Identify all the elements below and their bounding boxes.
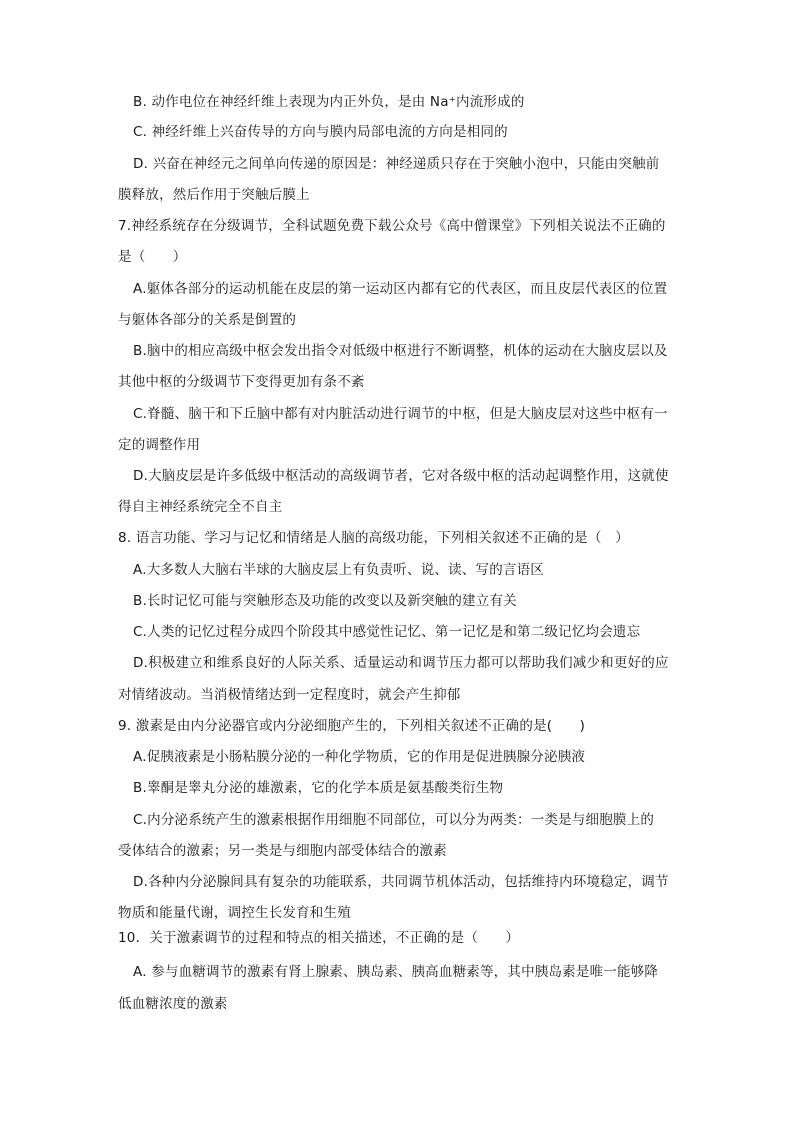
q7-stem-cont: 是（ ） (118, 249, 187, 265)
q7-option-b-cont: 其他中枢的分级调节下变得更加有条不紊 (118, 374, 365, 390)
q8-stem: 8. 语言功能、学习与记忆和情绪是人脑的高级功能，下列相关叙述不正确的是（ ） (118, 530, 629, 546)
q6-option-b: B. 动作电位在神经纤维上表现为内正外负，是由 Na⁺内流形成的 (133, 94, 525, 110)
q10-stem: 10．关于激素调节的过程和特点的相关描述，不正确的是（ ） (118, 930, 520, 946)
q7-option-d-cont: 得自主神经系统完全不自主 (118, 499, 283, 515)
q9-option-d: D.各种内分泌腺间具有复杂的功能联系，共同调节机体活动，包括维持内环境稳定，调节 (133, 874, 669, 890)
q9-option-c-cont: 受体结合的激素；另一类是与细胞内部受体结合的激素 (118, 843, 447, 859)
q9-option-b: B.睾酮是睾丸分泌的雄激素，它的化学本质是氨基酸类衍生物 (133, 780, 504, 796)
q8-option-d: D.积极建立和维系良好的人际关系、适量运动和调节压力都可以帮助我们减少和更好的应 (133, 655, 669, 671)
q6-option-d: D. 兴奋在神经元之间单向传递的原因是：神经递质只存在于突触小泡中，只能由突触前 (133, 156, 660, 172)
q7-option-a: A.躯体各部分的运动机能在皮层的第一运动区内都有它的代表区，而且皮层代表区的位置 (133, 281, 668, 297)
q9-option-d-cont: 物质和能量代谢，调控生长发育和生殖 (118, 905, 351, 921)
q7-stem: 7.神经系统存在分级调节，全科试题免费下载公众号《高中僧课堂》下列相关说法不正确的 (118, 218, 666, 234)
q7-option-d: D.大脑皮层是许多低级中枢活动的高级调节者，它对各级中枢的活动起调整作用，这就使 (133, 468, 669, 484)
q8-option-d-cont: 对情绪波动。当消极情绪达到一定程度时，就会产生抑郁 (118, 687, 461, 703)
q6-option-c: C. 神经纤维上兴奋传导的方向与膜内局部电流的方向是相同的 (133, 124, 508, 140)
q6-option-d-cont: 膜释放，然后作用于突触后膜上 (118, 187, 310, 203)
q7-option-c: C.脊髓、脑干和下丘脑中都有对内脏活动进行调节的中枢，但是大脑皮层对这些中枢有一 (133, 406, 668, 422)
q7-option-b: B.脑中的相应高级中枢会发出指令对低级中枢进行不断调整，机体的运动在大脑皮层以及 (133, 343, 668, 359)
q9-option-a: A.促胰液素是小肠粘膜分泌的一种化学物质，它的作用是促进胰腺分泌胰液 (133, 749, 586, 765)
q8-option-c: C.人类的记忆过程分成四个阶段其中感觉性记忆、第一记忆是和第二级记忆均会遗忘 (133, 624, 641, 640)
q9-option-c: C.内分泌系统产生的激素根据作用细胞不同部位，可以分为两类：一类是与细胞膜上的 (133, 812, 655, 828)
q8-option-a: A.大多数人大脑右半球的大脑皮层上有负责听、说、读、写的言语区 (133, 562, 544, 578)
q10-option-a-cont: 低血糖浓度的激素 (118, 996, 228, 1012)
q8-option-b: B.长时记忆可能与突触形态及功能的改变以及新突触的建立有关 (133, 593, 517, 609)
q7-option-a-cont: 与躯体各部分的关系是倒置的 (118, 312, 297, 328)
q9-stem: 9. 激素是由内分泌器官或内分泌细胞产生的，下列相关叙述不正确的是( ) (118, 718, 586, 734)
q7-option-c-cont: 定的调整作用 (118, 437, 201, 453)
q10-option-a: A. 参与血糖调节的激素有肾上腺素、胰岛素、胰高血糖素等，其中胰岛素是唯一能够降 (133, 964, 659, 980)
